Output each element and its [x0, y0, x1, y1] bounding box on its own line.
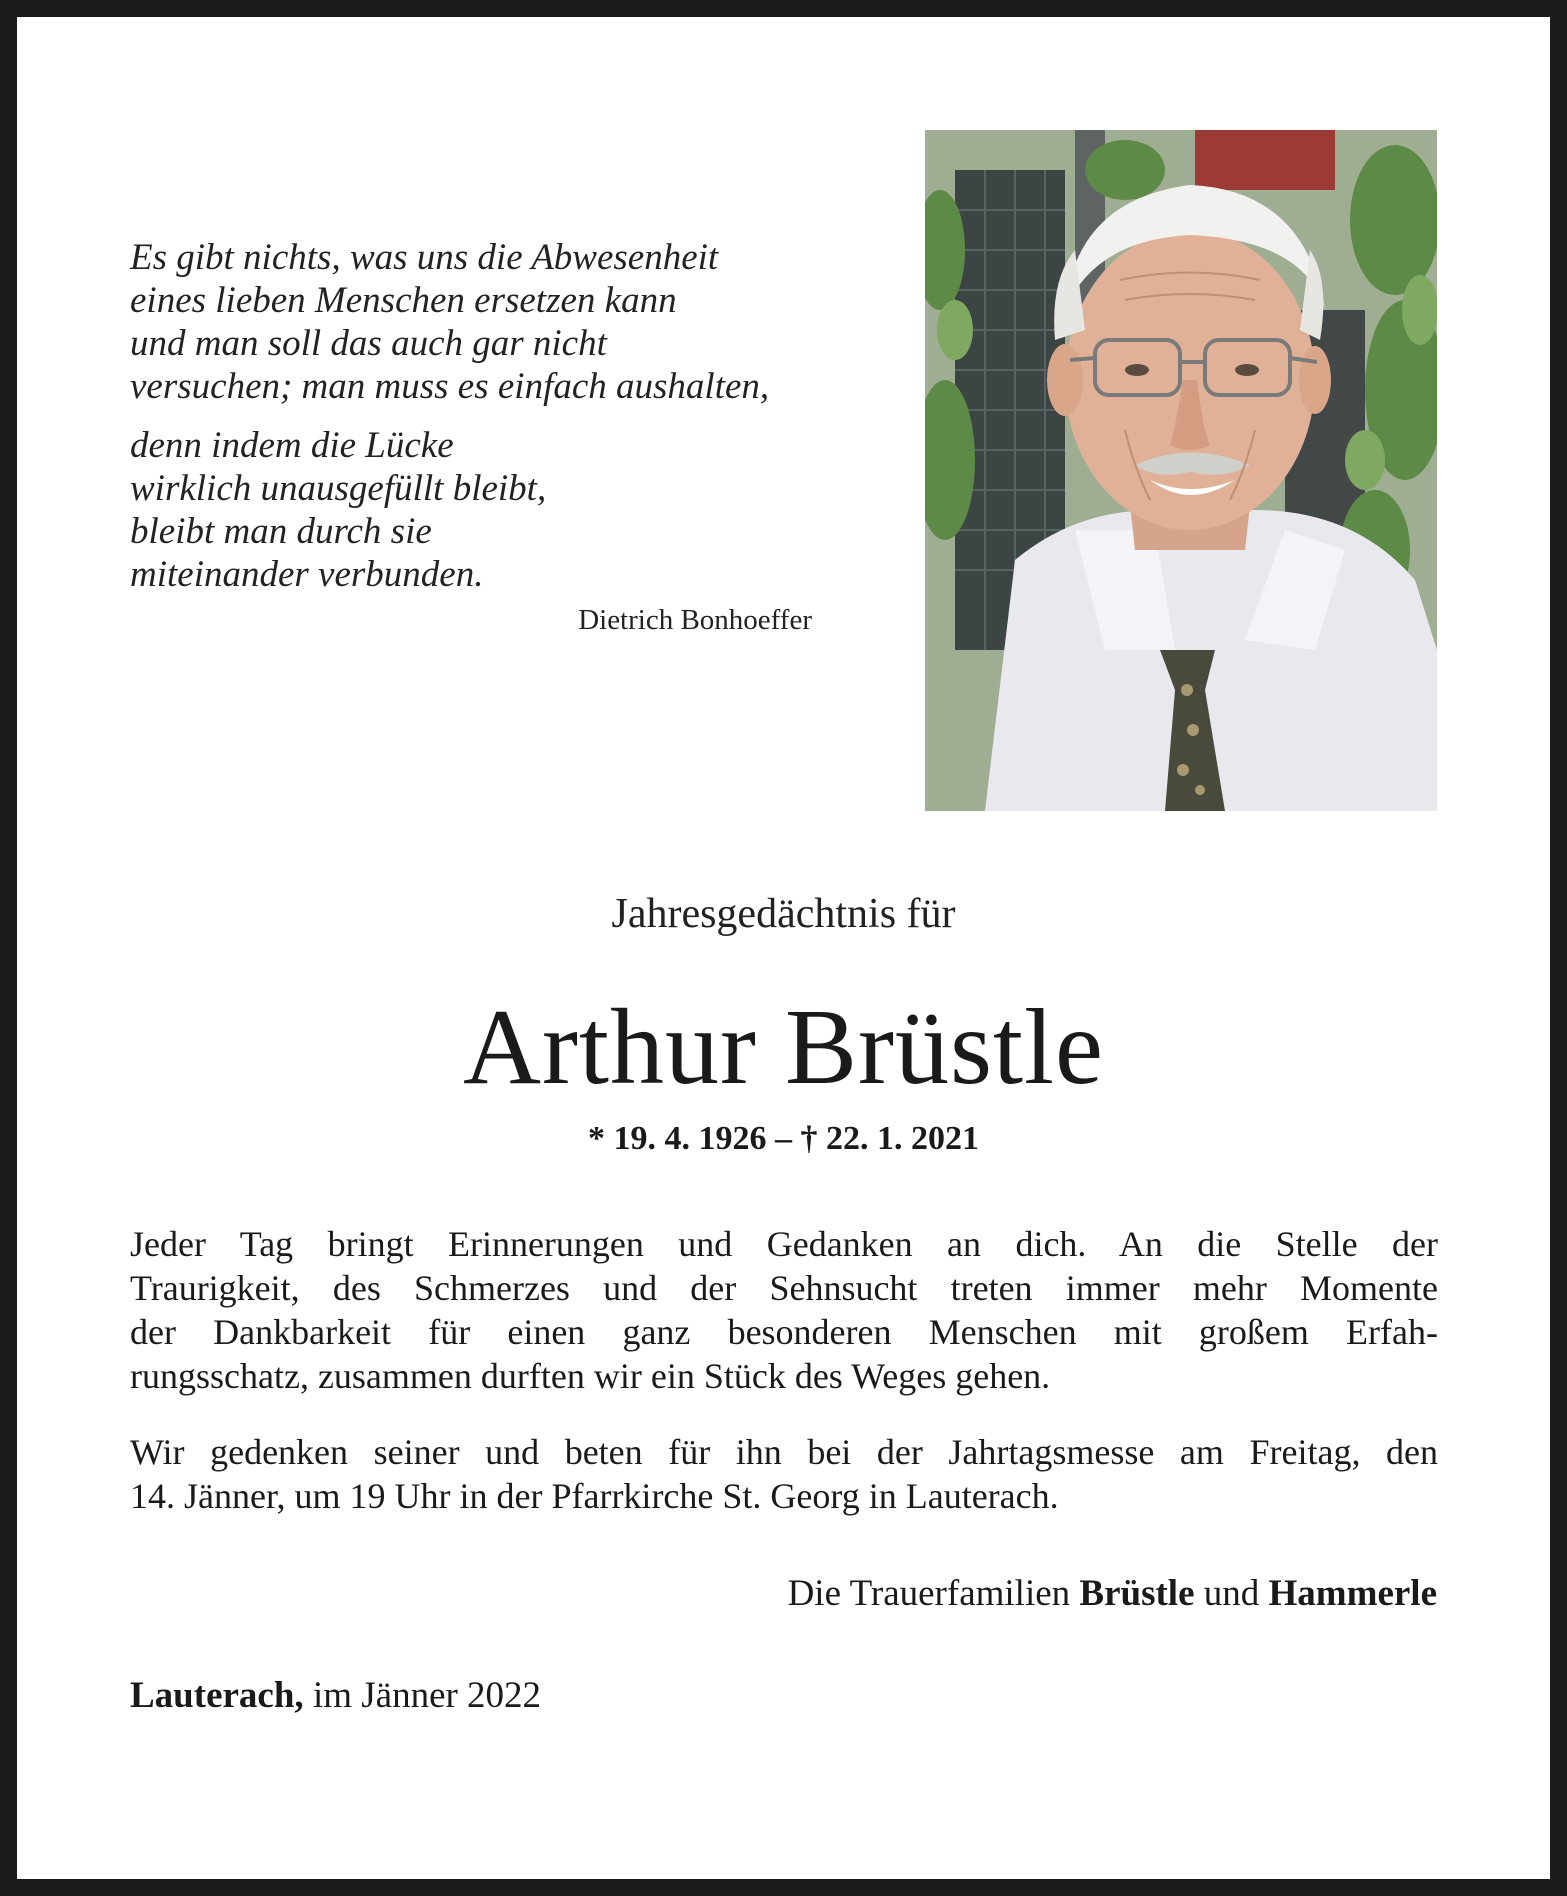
publication-date: im Jänner 2022	[312, 1675, 542, 1716]
signoff-prefix: Die Trauerfamilien	[787, 1573, 1071, 1614]
paragraph-line: rungsschatz, zusammen durften wir ein Stück des Weges gehen.	[130, 1356, 1051, 1396]
paragraph-line: 14. Jänner, um 19 Uhr in der Pfarrkirche St. Georg in Lauterach.	[130, 1476, 1059, 1516]
deceased-name: Arthur Brüstle	[463, 988, 1104, 1107]
quote-line: Es gibt nichts, was uns die Abwesenheit	[130, 237, 719, 278]
life-dates: * 19. 4. 1926 – † 22. 1. 2021	[588, 1120, 979, 1157]
quote-line: eines lieben Menschen ersetzen kann	[130, 280, 677, 321]
paragraph-line: Jeder Tag bringt Erinnerungen und Gedanken an dich. An die Stelle der	[130, 1224, 1438, 1264]
quote-line: denn indem die Lücke	[130, 425, 454, 466]
quote-line: bleibt man durch sie	[130, 511, 432, 552]
quote-line: wirklich unausgefüllt bleibt,	[130, 468, 547, 509]
memorial-subtitle: Jahresgedächtnis für	[611, 891, 956, 937]
paragraph-remembrance	[130, 1222, 1438, 1398]
place-and-date	[130, 1674, 541, 1717]
family-name-2: Hammerle	[1268, 1573, 1437, 1614]
paragraph-line: Wir gedenken seiner und beten für ihn bei der Jahrtagsmesse am Freitag, den	[130, 1432, 1438, 1472]
paragraph-line: Traurigkeit, des Schmerzes und der Sehnsucht treten immer mehr Momente	[130, 1268, 1438, 1308]
place-name: Lauterach,	[130, 1675, 304, 1716]
signoff-connector: und	[1203, 1573, 1260, 1614]
paragraph-mass-announcement	[130, 1430, 1438, 1518]
quote-line: und man soll das auch gar nicht	[130, 323, 607, 364]
portrait-illustration	[925, 130, 1437, 811]
quote-author: Dietrich Bonhoeffer	[578, 604, 812, 636]
quote-block	[130, 236, 820, 596]
paragraph-line: der Dankbarkeit für einen ganz besonderen Menschen mit großem Erfah-	[130, 1312, 1438, 1352]
portrait-photo	[925, 130, 1437, 811]
quote-line: miteinander verbunden.	[130, 554, 484, 595]
quote-line: versuchen; man muss es einfach aushalten,	[130, 366, 770, 407]
family-signoff	[788, 1572, 1437, 1615]
stanza-gap	[130, 408, 820, 424]
family-name-1: Brüstle	[1079, 1573, 1195, 1614]
